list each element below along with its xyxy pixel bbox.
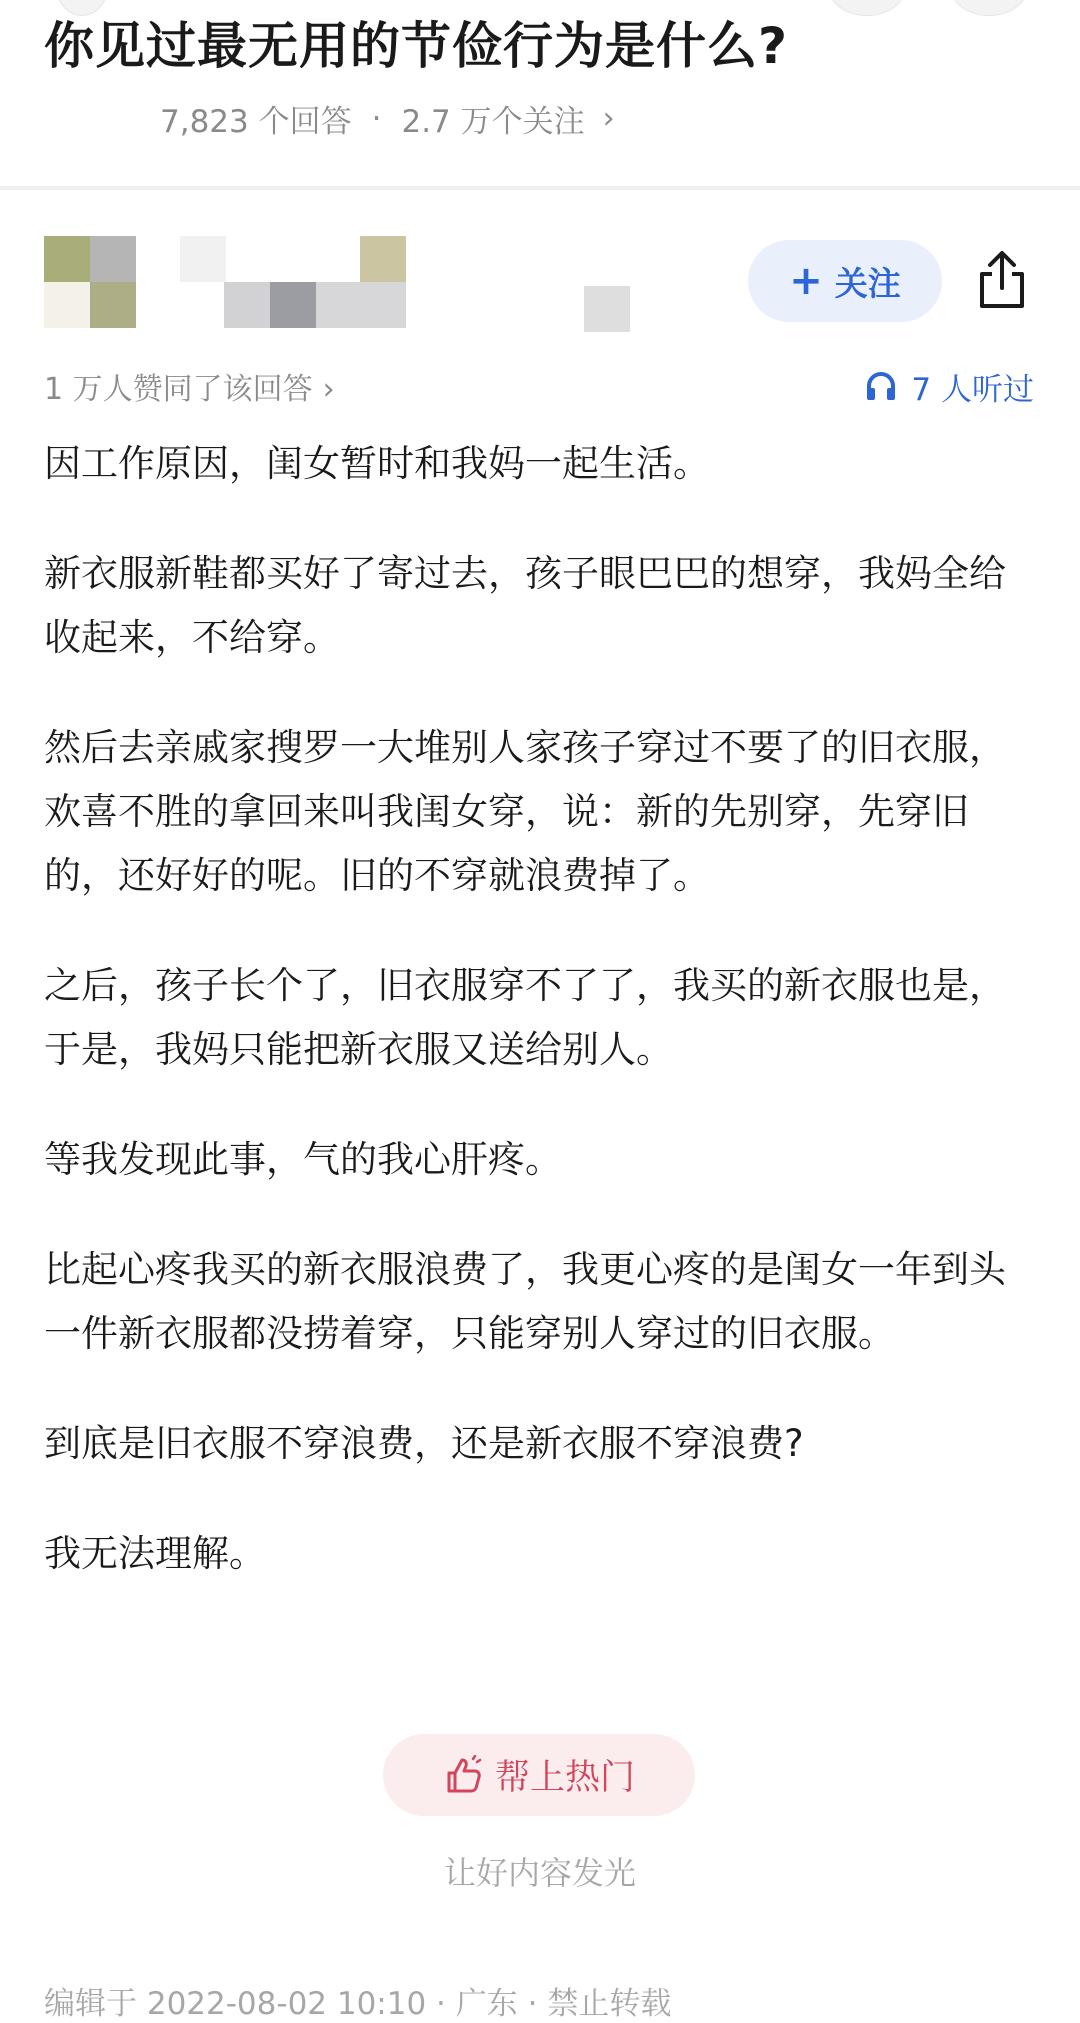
name-pixel — [360, 236, 406, 282]
follow-button[interactable] — [748, 240, 942, 322]
headphones-icon — [865, 371, 897, 401]
listen-count-text: 7 人听过 — [911, 371, 1034, 408]
listen-count[interactable] — [865, 364, 1034, 409]
paragraph: 之后，孩子长个了，旧衣服穿不了了，我买的新衣服也是，于是，我妈只能把新衣服又送给别人。 — [44, 964, 1006, 1071]
paragraph: 比起心疼我买的新衣服浪费了，我更心疼的是闺女一年到头一件新衣服都没捞着穿，只能穿别人穿过的旧衣服。 — [44, 1248, 1006, 1355]
vote-count-text: 1 万人赞同了该回答 — [44, 372, 313, 407]
question-meta[interactable] — [160, 96, 615, 141]
paragraph: 等我发现此事，气的我心肝疼。 — [44, 1138, 562, 1181]
avatar-pixel — [44, 236, 90, 282]
paragraph: 因工作原因，闺女暂时和我妈一起生活。 — [44, 442, 710, 485]
share-button[interactable] — [970, 246, 1034, 314]
question-header — [0, 0, 1080, 188]
name-pixel — [180, 236, 226, 282]
boost-label: 帮上热门 — [494, 1758, 635, 1798]
avatar-pixel — [90, 282, 136, 328]
search-button[interactable] — [828, 0, 906, 16]
badge-pixel — [584, 286, 630, 332]
name-pixel — [270, 282, 316, 328]
author-info-pixelated[interactable] — [44, 236, 644, 336]
question-title[interactable]: 你见过最无用的节俭行为是什么? — [44, 17, 789, 75]
name-pixel — [224, 282, 270, 328]
avatar-pixel — [90, 236, 136, 282]
answer-stats — [44, 362, 1034, 410]
follow-label: 关注 — [834, 263, 901, 303]
avatar-pixel — [44, 282, 90, 328]
answer-content — [44, 432, 1038, 1632]
plus-icon: + — [789, 258, 823, 304]
boost-button[interactable] — [383, 1734, 695, 1816]
chevron-right-icon: › — [322, 372, 335, 407]
edit-meta: 编辑于 2022-08-02 10:10 · 广东 · 禁止转载 — [44, 1986, 672, 2022]
share-icon — [975, 250, 1029, 310]
thumbs-up-icon — [443, 1755, 483, 1795]
followers-count: 2.7 万个关注 — [401, 104, 585, 140]
paragraph: 我无法理解。 — [44, 1532, 266, 1575]
more-button[interactable] — [950, 0, 1028, 16]
meta-separator: · — [371, 100, 382, 137]
paragraph: 到底是旧衣服不穿浪费，还是新衣服不穿浪费? — [44, 1422, 804, 1465]
answers-count: 7,823 个回答 — [160, 104, 352, 140]
vote-count[interactable] — [44, 364, 335, 408]
paragraph: 然后去亲戚家搜罗一大堆别人家孩子穿过不要了的旧衣服，欢喜不胜的拿回来叫我闺女穿，说：新的先别穿，先穿旧的，还好好的呢。旧的不穿就浪费掉了。 — [44, 726, 1006, 897]
chevron-right-icon: › — [602, 101, 615, 136]
name-pixel — [316, 282, 406, 328]
boost-subtitle: 让好内容发光 — [443, 1854, 636, 1892]
section-divider — [0, 186, 1080, 190]
author-row — [0, 236, 1080, 336]
paragraph: 新衣服新鞋都买好了寄过去，孩子眼巴巴的想穿，我妈全给收起来，不给穿。 — [44, 552, 1006, 659]
